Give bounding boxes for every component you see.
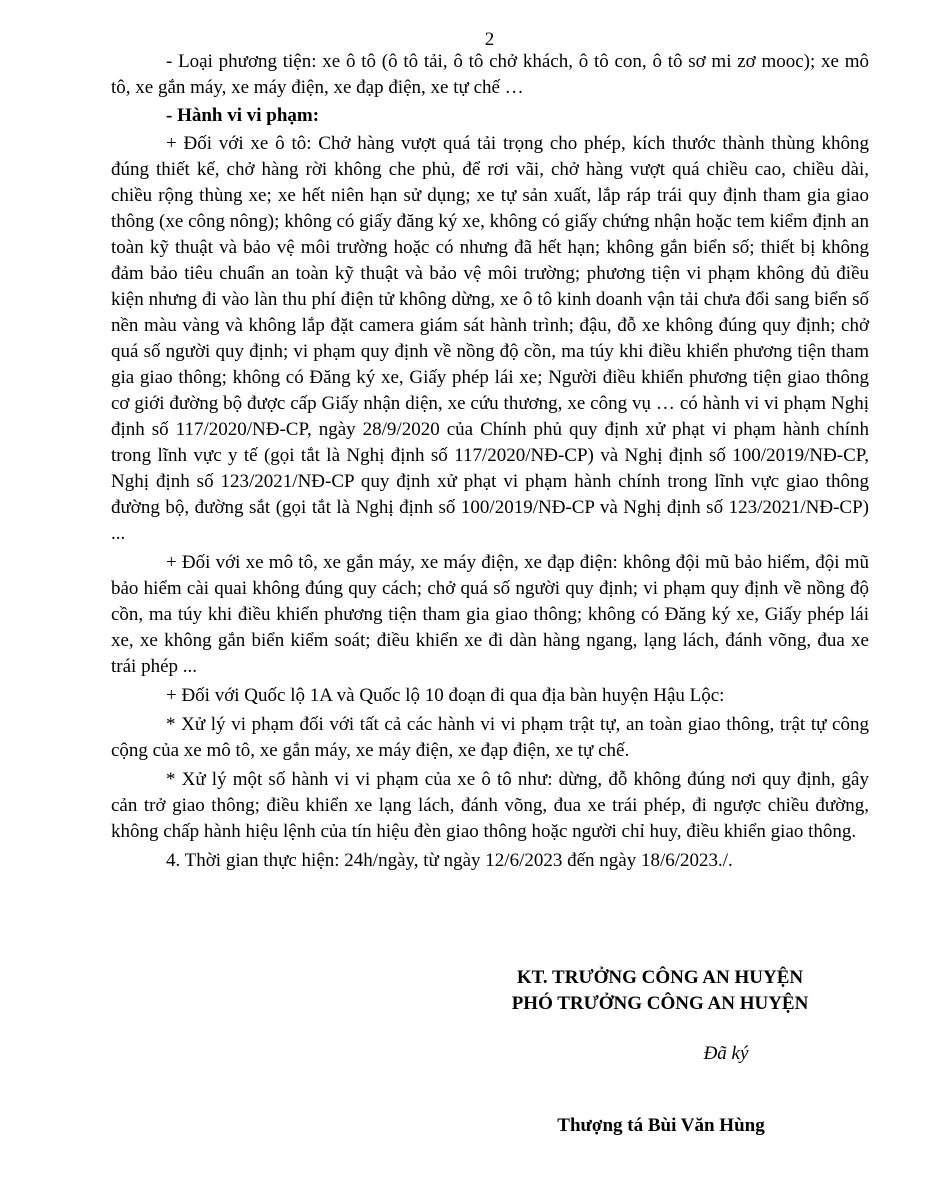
vehicle-types-paragraph: - Loại phương tiện: xe ô tô (ô tô tải, ô tô chở khách, ô tô con, ô tô sơ mi zơ mooc); xe mô tô, xe gắn máy, xe máy điện, xe đạp điện, xe tự chế … [111,51,869,98]
document-body [111,49,869,877]
timeframe-paragraph: 4. Thời gian thực hiện: 24h/ngày, từ ngày 12/6/2023 đến ngày 18/6/2023./. [166,850,733,871]
signature-title-line-2: PHÓ TRƯỞNG CÔNG AN HUYỆN [511,993,809,1014]
page-number: 2 [484,29,495,50]
highway-item-2: * Xử lý một số hành vi vi phạm của xe ô tô như: dừng, đỗ không đúng nơi quy định, gây cản trở giao thông; điều khiển xe lạng lách, đánh võng, đua xe trái phép, đi ngược chiều đường, không chấp hành hiệu lệnh của tín hiệu đèn giao thông hoặc người chỉ huy, điều khiển giao thông. [111,769,869,842]
signed-note: Đã ký [703,1043,749,1064]
car-violations-paragraph: + Đối với xe ô tô: Chở hàng vượt quá tải trọng cho phép, kích thước thành thùng không đúng thiết kế, chở hàng rời không che phủ, để rơi vãi, chở hàng vượt quá chiều cao, chiều dài, chiều rộng thùng xe; xe hết niên hạn sử dụng; xe tự sản xuất, lắp ráp trái quy định tham gia giao thông (xe công nông); không có giấy đăng ký xe, không có giấy chứng nhận hoặc tem kiểm định an toàn kỹ thuật và bảo vệ môi trường hoặc có nhưng đã hết hạn; không gắn biển số; thiết bị không đảm bảo tiêu chuẩn an toàn kỹ thuật và bảo vệ môi trường; phương tiện vi phạm không đủ điều kiện nhưng đi vào làn thu phí điện tử không dừng, xe ô tô kinh doanh vận tải chưa đổi sang biển số nền màu vàng và không lắp đặt camera giám sát hành trình; đậu, đỗ xe không đúng quy định; chở quá số người quy định; vi phạm quy định về nồng độ cồn, ma túy khi điều khiển phương tiện tham gia giao thông; không có Đăng ký xe, Giấy phép lái xe; Người điều khiển phương tiện giao thông cơ giới đường bộ được cấp Giấy nhận diện, xe cứu thương, xe công vụ … có hành vi vi phạm Nghị định số 117/2020/NĐ-CP, ngày 28/9/2020 của Chính phủ quy định xử phạt vi phạm hành chính trong lĩnh vực y tế (gọi tắt là Nghị định số 117/2020/NĐ-CP) và Nghị định số 100/2019/NĐ-CP, Nghị định số 123/2021/NĐ-CP quy định xử phạt vi phạm hành chính trong lĩnh vực giao thông đường bộ, đường sắt (gọi tắt là Nghị định số 100/2019/NĐ-CP và Nghị định số 123/2021/NĐ-CP) ... [111,133,869,544]
violations-heading: - Hành vi vi phạm: [166,105,320,126]
highway-item-1: * Xử lý vi phạm đối với tất cả các hành vi vi phạm trật tự, an toàn giao thông, trật tự công cộng của xe mô tô, xe gắn máy, xe máy điện, xe đạp điện, xe tự chế. [111,714,869,761]
signature-title-line-1: KT. TRƯỞNG CÔNG AN HUYỆN [516,967,804,988]
motorbike-violations-paragraph: + Đối với xe mô tô, xe gắn máy, xe máy điện, xe đạp điện: không đội mũ bảo hiểm, đội mũ bảo hiểm cài quai không đúng quy cách; chở quá số người quy định; vi phạm quy định về nồng độ cồn, ma túy khi điều khiển phương tiện tham gia giao thông; không có Đăng ký xe, Giấy phép lái xe, xe không gắn biển kiểm soát; điều khiển xe đi dàn hàng ngang, lạng lách, đánh võng, đua xe trái phép ... [111,552,869,677]
highway-heading-paragraph: + Đối với Quốc lộ 1A và Quốc lộ 10 đoạn đi qua địa bàn huyện Hậu Lộc: [166,685,725,706]
signer-name: Thượng tá Bùi Văn Hùng [557,1115,765,1136]
